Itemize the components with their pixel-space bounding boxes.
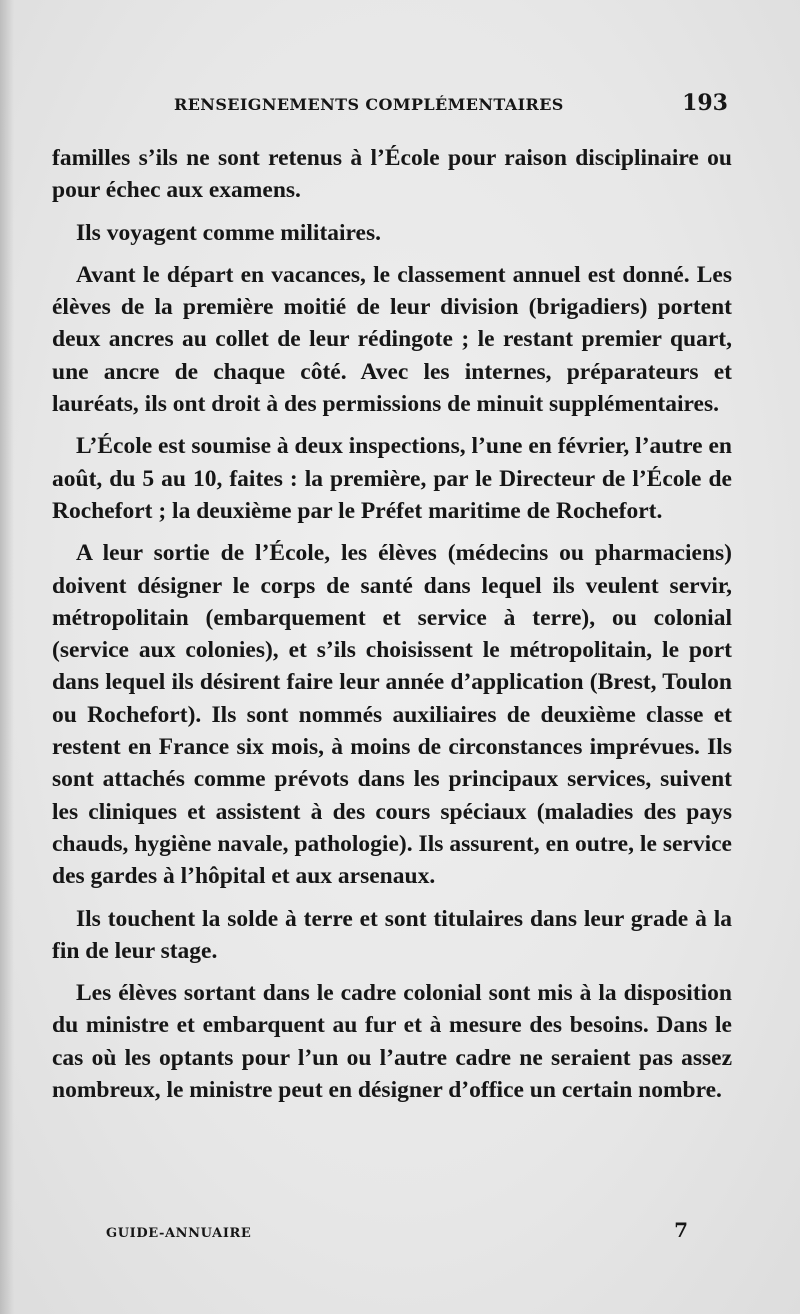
page-footer: [106, 1218, 688, 1242]
page-number: 193: [682, 90, 728, 116]
paragraph-1: familles s’ils ne sont retenus à l’École pour raison disciplinaire ou pour échec aux examens.: [52, 145, 732, 204]
body-text: [52, 142, 732, 1106]
running-title: RENSEIGNEMENTS COMPLÉMENTAIRES: [174, 95, 564, 114]
paragraph-4: L’École est soumise à deux inspections, l’une en février, l’autre en août, du 5 au 10, faites : la première, par le Directeur de l’École de Rochefort ; la deuxième par le Préfet maritime de Rochefort.: [52, 433, 732, 524]
paragraph-7: Les élèves sortant dans le cadre colonial sont mis à la disposition du ministre et embarquent au fur et à mesure des besoins. Dans le cas où les optants pour l’un ou l’autre cadre ne seraient pas assez nombreux, le ministre peut en désigner d’office un certain nombre.: [52, 980, 732, 1104]
paragraph-5: A leur sortie de l’École, les élèves (médecins ou pharmaciens) doivent désigner le corps de santé dans lequel ils veulent servir, métropolitain (embarquement et service à terre), ou colonial (service aux colonies), et s’ils choisissent le métropolitain, le port dans lequel ils désirent faire leur année d’application (Brest, Toulon ou Rochefort). Ils sont nommés auxiliaires de deuxième classe et restent en France six mois, à moins de circonstances imprévues. Ils sont attachés comme prévots dans les principaux services, suivent les cliniques et assistent à des cours spéciaux (maladies des pays chauds, hygiène navale, pathologie). Ils assurent, en outre, le service des gardes à l’hôpital et aux arsenaux.: [52, 540, 732, 890]
paragraph-2: Ils voyagent comme militaires.: [76, 219, 382, 246]
page-spine-shadow: [0, 0, 14, 1314]
page-header: [174, 90, 728, 120]
signature-mark: 7: [674, 1218, 688, 1242]
signature-text: GUIDE-ANNUAIRE: [106, 1226, 252, 1241]
paragraph-6: Ils touchent la solde à terre et sont titulaires dans leur grade à la fin de leur stage.: [52, 905, 732, 964]
paragraph-3: Avant le départ en vacances, le classement annuel est donné. Les élèves de la première moitié de leur division (brigadiers) portent deux ancres au collet de leur rédingote ; le restant premier quart, une ancre de chaque côté. Avec les internes, préparateurs et lauréats, ils ont droit à des permissions de minuit supplémentaires.: [52, 261, 732, 418]
